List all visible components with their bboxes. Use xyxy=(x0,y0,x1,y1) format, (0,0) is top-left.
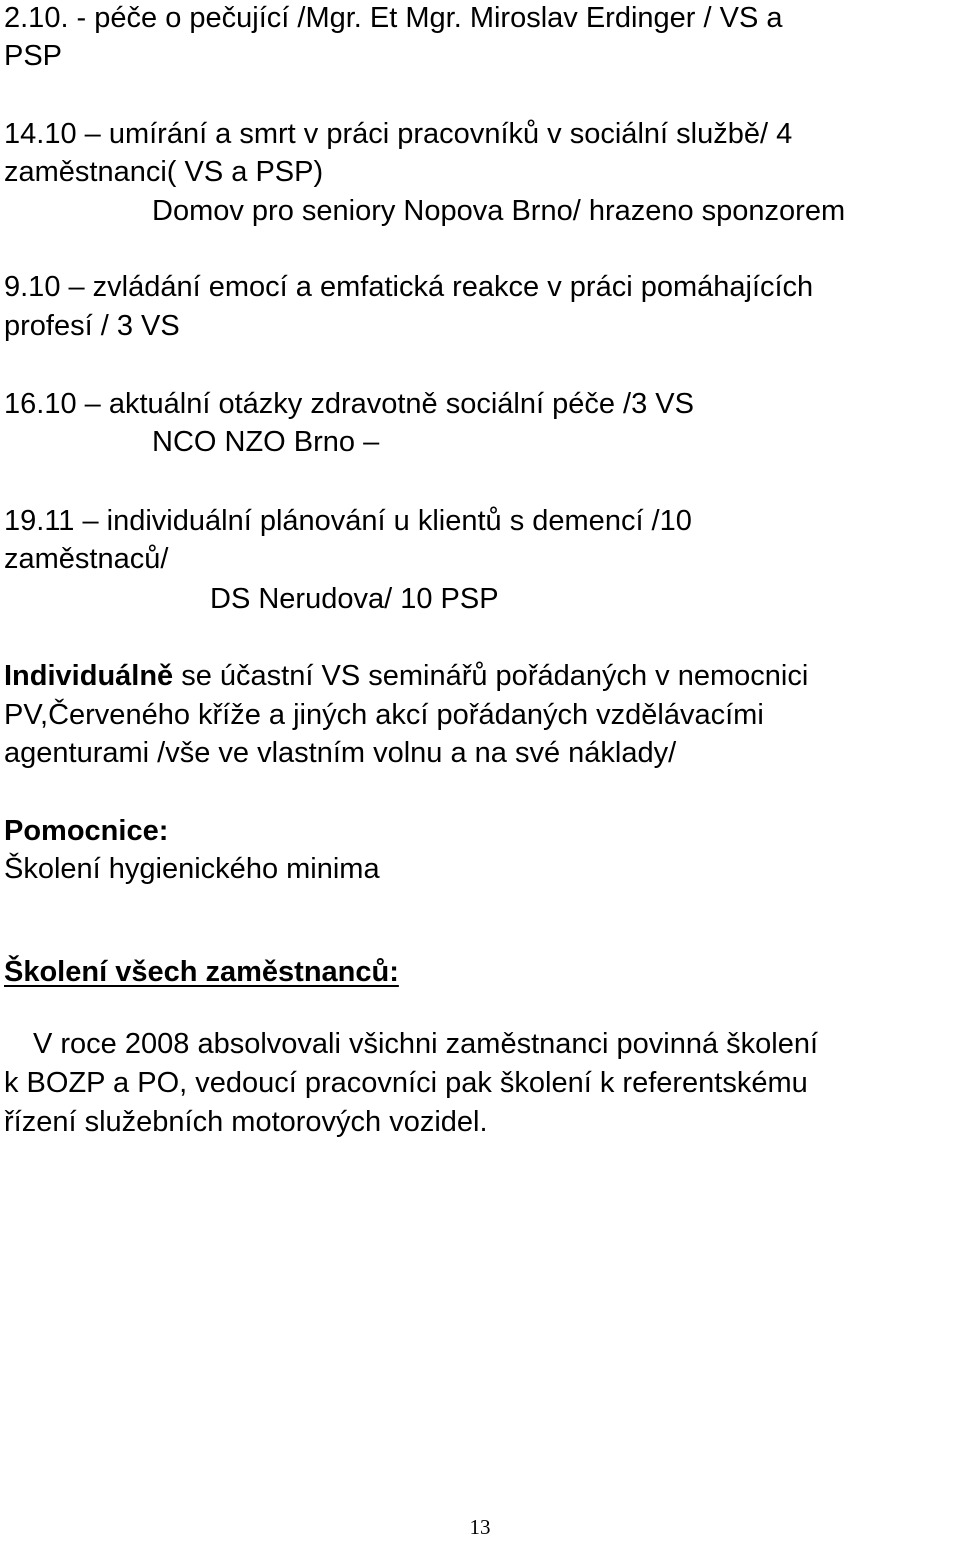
training-item-venue: DS Nerudova/ 10 PSP xyxy=(210,583,499,615)
all-staff-line: řízení služebních motorových vozidel. xyxy=(4,1106,488,1138)
training-item-venue: NCO NZO Brno – xyxy=(152,426,380,458)
assistants-heading: Pomocnice: xyxy=(4,815,169,847)
training-item-line: zaměstnanci( VS a PSP) xyxy=(4,156,324,188)
individual-line xyxy=(4,657,808,695)
individual-line: PV,Červeného kříže a jiných akcí pořádaných vzdělávacími xyxy=(4,699,764,731)
all-staff-line: V roce 2008 absolvovali všichni zaměstnanci povinná školení xyxy=(33,1028,819,1060)
all-staff-heading: Školení všech zaměstnanců: xyxy=(4,956,399,988)
individual-line: agenturami /vše ve vlastním volnu a na své náklady/ xyxy=(4,737,677,769)
page-number: 13 xyxy=(469,1515,491,1539)
assistants-text: Školení hygienického minima xyxy=(4,853,380,885)
training-item-line: 2.10. - péče o pečující /Mgr. Et Mgr. Miroslav Erdinger / VS a xyxy=(4,2,783,34)
training-item-venue: Domov pro seniory Nopova Brno/ hrazeno sponzorem xyxy=(152,195,846,227)
training-item-line: 14.10 – umírání a smrt v práci pracovníků v sociální službě/ 4 xyxy=(4,118,793,150)
training-item-line: 16.10 – aktuální otázky zdravotně sociální péče /3 VS xyxy=(4,388,694,420)
training-item-line: 19.11 – individuální plánování u klientů s demencí /10 xyxy=(4,505,692,537)
individual-text: se účastní VS seminářů pořádaných v nemocnici xyxy=(173,660,809,692)
individual-label: Individuálně xyxy=(4,660,174,692)
training-item-line: zaměstnaců/ xyxy=(4,543,169,575)
training-item-line: profesí / 3 VS xyxy=(4,310,180,342)
all-staff-line: k BOZP a PO, vedoucí pracovníci pak školení k referentskému xyxy=(4,1067,808,1099)
training-item-line: 9.10 – zvládání emocí a emfatická reakce v práci pomáhajících xyxy=(4,271,814,303)
training-item-line: PSP xyxy=(4,40,63,72)
